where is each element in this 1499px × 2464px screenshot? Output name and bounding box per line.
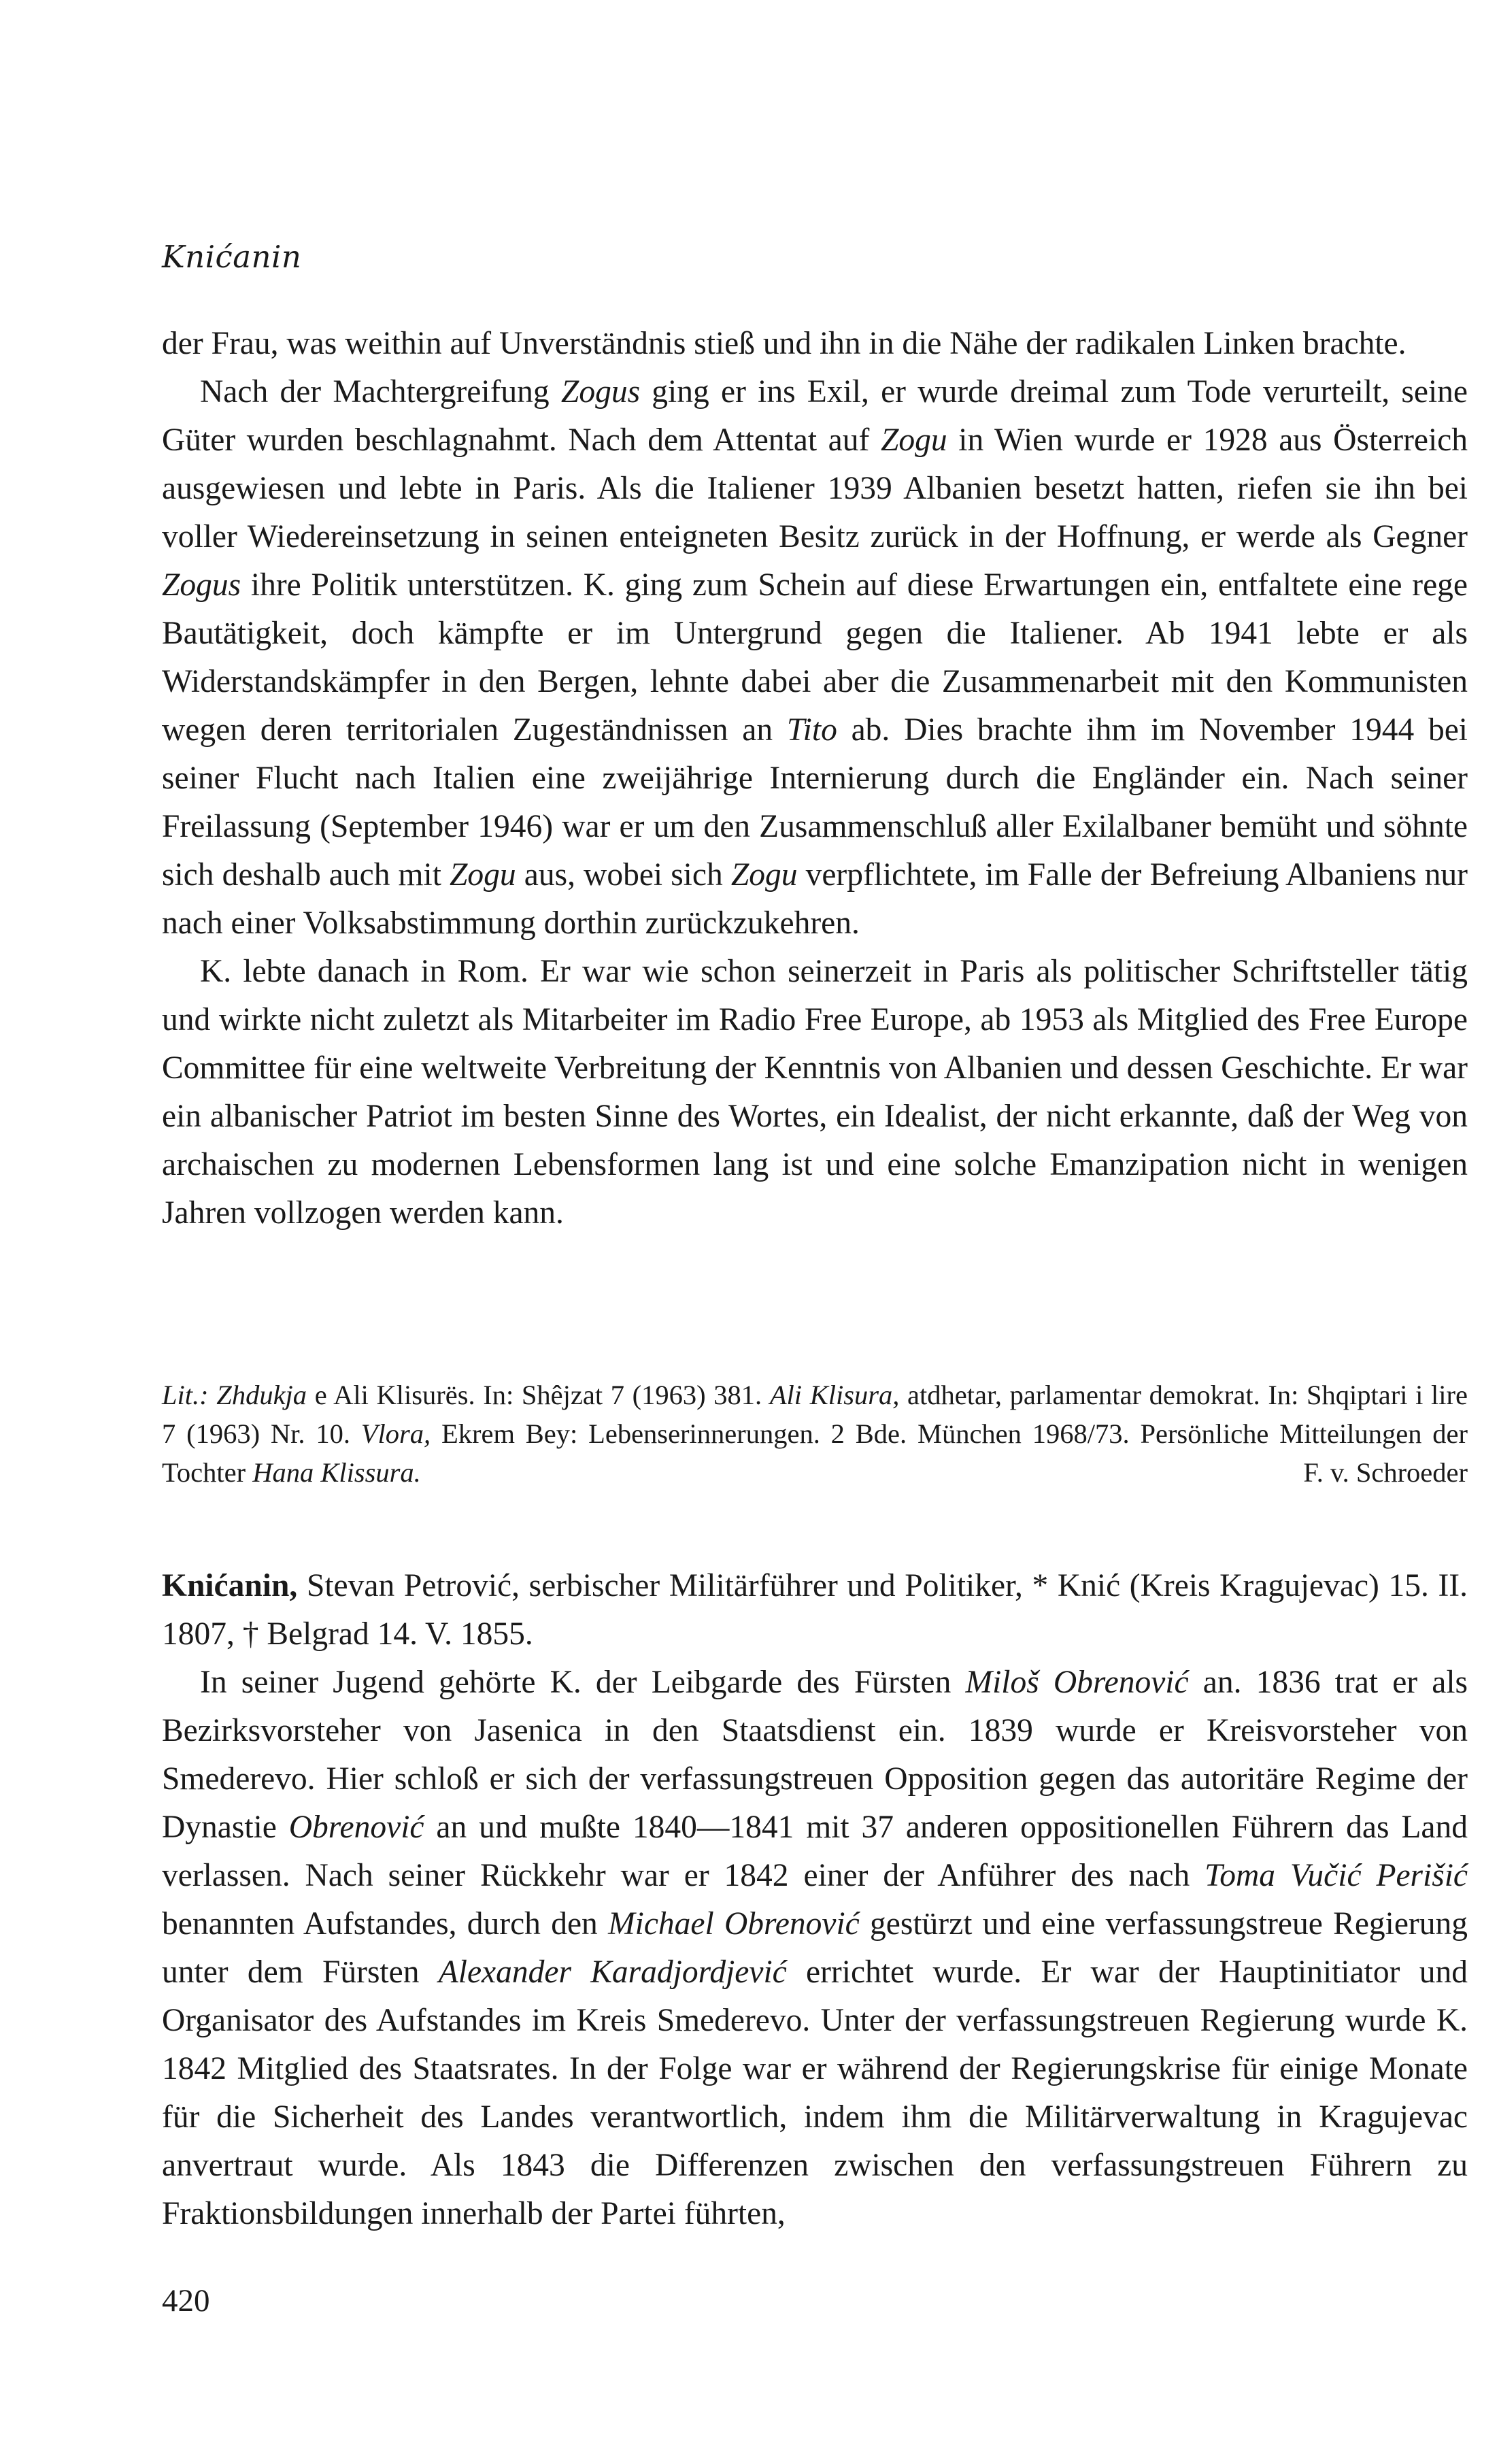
article-knicanin: [162, 1562, 1468, 2238]
paragraph: [162, 948, 1468, 1237]
italic-run: Zogu: [449, 857, 516, 893]
literature-text: [162, 1380, 1468, 1488]
text-run: K. lebte danach in Rom. Er war wie schon seinerzeit in Paris als politischer Schriftsteller tätig und wirkte nicht zuletzt als Mitarbeiter im Radio Free Europe, ab 1953 als Mitglied des Free Europe Committee für eine weltweite Verbreitung der Kenntnis von Albanien und dessen Geschichte. Er war ein albanischer Patriot im besten Sinne des Wortes, ein Idealist, der nicht erkannte, daß der Weg von archaischen zu modernen Lebensformen lang ist und eine solche Emanzipation nicht in wenigen Jahren vollzogen werden kann.: [162, 954, 1468, 1231]
italic-run: Zogu: [730, 857, 798, 893]
italic-run: Zogus: [560, 374, 641, 410]
italic-run: Zogus: [162, 567, 241, 603]
italic-run: Alexander Karadjordjević: [438, 1954, 787, 1990]
italic-run: Zhdukja: [216, 1380, 307, 1410]
text-run: gestürzt und eine verfassungstreue Regierung unter dem Fürsten: [162, 1906, 1468, 1990]
text-run: an und mußte 1840—1841 mit 37 anderen oppositionellen Führern das Land verlassen. Nach seiner Rückkehr war er 1842 einer der Anführer des nach: [162, 1810, 1468, 1893]
text-run: aus, wobei sich: [516, 857, 731, 893]
text-run: der Frau, was weithin auf Unverständnis stieß und ihn in die Nähe der radikalen Linken brachte.: [162, 326, 1407, 361]
paragraph: [162, 320, 1468, 368]
entry-headword: Knićanin,: [162, 1568, 298, 1603]
text-run: Ekrem Bey: Lebenserinnerungen. 2 Bde. München 1968/73. Persönliche Mitteilungen der Tochter: [162, 1418, 1468, 1488]
text-run: Nach der Machtergreifung: [200, 374, 561, 410]
italic-run: Michael Obrenović: [608, 1906, 860, 1942]
text-run: ab. Dies brachte ihm im November 1944 bei seiner Flucht nach Italien eine zweijährige Internierung durch die Engländer ein. Nach seiner Freilassung (September 1946) war er um den Zusammenschluß aller Exilalbaner bemüht und söhnte sich deshalb auch mit: [162, 712, 1468, 893]
entry-heading-paragraph: [162, 1562, 1468, 1659]
text-run: verpflichtete, im Falle der Befreiung Albaniens nur nach einer Volksabstimmung dorthin zurückzukehren.: [162, 857, 1468, 941]
literature-references: [162, 1376, 1468, 1492]
italic-run: Lit.:: [162, 1380, 217, 1410]
text-run: Stevan Petrović, serbischer Militärführer und Politiker, * Knić (Kreis Kragujevac) 15. II. 1807, † Belgrad 14. V. 1855.: [162, 1568, 1468, 1652]
text-run: benannten Aufstandes, durch den: [162, 1906, 609, 1942]
page-number: 420: [162, 2283, 210, 2318]
italic-run: Zogu: [880, 422, 947, 458]
text-run: e Ali Klisurës. In: Shêjzat 7 (1963) 381.: [307, 1380, 770, 1410]
italic-run: Hana Klissura.: [252, 1457, 421, 1488]
text-run: an. 1836 trat er als Bezirksvorsteher von Jasenica in den Staatsdienst ein. 1839 wurde er Kreisvorsteher von Smederevo. Hier schloß er sich der verfassungstreuen Opposition gegen das autoritäre Regime der Dynastie: [162, 1665, 1468, 1845]
text-run: ging er ins Exil, er wurde dreimal zum Tode verurteilt, seine Güter wurden beschlagnahmt. Nach dem Attentat auf: [162, 374, 1468, 458]
italic-run: Ali Klisura,: [769, 1380, 900, 1410]
text-run: in Wien wurde er 1928 aus Österreich ausgewiesen und lebte in Paris. Als die Italiener 1939 Albanien besetzt hatten, riefen sie ihn bei voller Wiedereinsetzung in seinen enteigneten Besitz zurück in der Hoffnung, er werde als Gegner: [162, 422, 1468, 554]
italic-run: Obrenović: [288, 1810, 424, 1845]
italic-run: Vlora,: [360, 1418, 431, 1449]
text-run: atdhetar, parlamentar demokrat. In: Shqiptari i lire 7 (1963) Nr. 10.: [162, 1380, 1468, 1449]
running-header: Knićanin: [162, 239, 302, 275]
italic-run: Toma Vučić Perišić: [1205, 1858, 1468, 1893]
article-author: F. v. Schroeder: [1303, 1457, 1468, 1488]
article-continuation: [162, 320, 1468, 1237]
text-run: errichtet wurde. Er war der Hauptinitiator und Organisator des Aufstandes im Kreis Smederevo. Unter der verfassungstreuen Regierung wurde K. 1842 Mitglied des Staatsrates. In der Folge war er während der Regierungskrise für einige Monate für die Sicherheit des Landes verantwortlich, indem ihm die Militärverwaltung in Kragujevac anvertraut wurde. Als 1843 die Differenzen zwischen den verfassungstreuen Führern zu Fraktionsbildungen innerhalb der Partei führten,: [162, 1954, 1468, 2231]
italic-run: Miloš Obrenović: [965, 1665, 1189, 1700]
paragraph: [162, 368, 1468, 948]
italic-run: Tito: [786, 712, 837, 748]
text-run: In seiner Jugend gehörte K. der Leibgarde des Fürsten: [200, 1665, 966, 1700]
text-run: ihre Politik unterstützen. K. ging zum Schein auf diese Erwartungen ein, entfaltete eine rege Bautätigkeit, doch kämpfte er im Untergrund gegen die Italiener. Ab 1941 lebte er als Widerstandskämpfer in den Bergen, lehnte dabei aber die Zusammenarbeit mit den Kommunisten wegen deren territorialen Zugeständnissen an: [162, 567, 1468, 748]
paragraph: [162, 1659, 1468, 2238]
